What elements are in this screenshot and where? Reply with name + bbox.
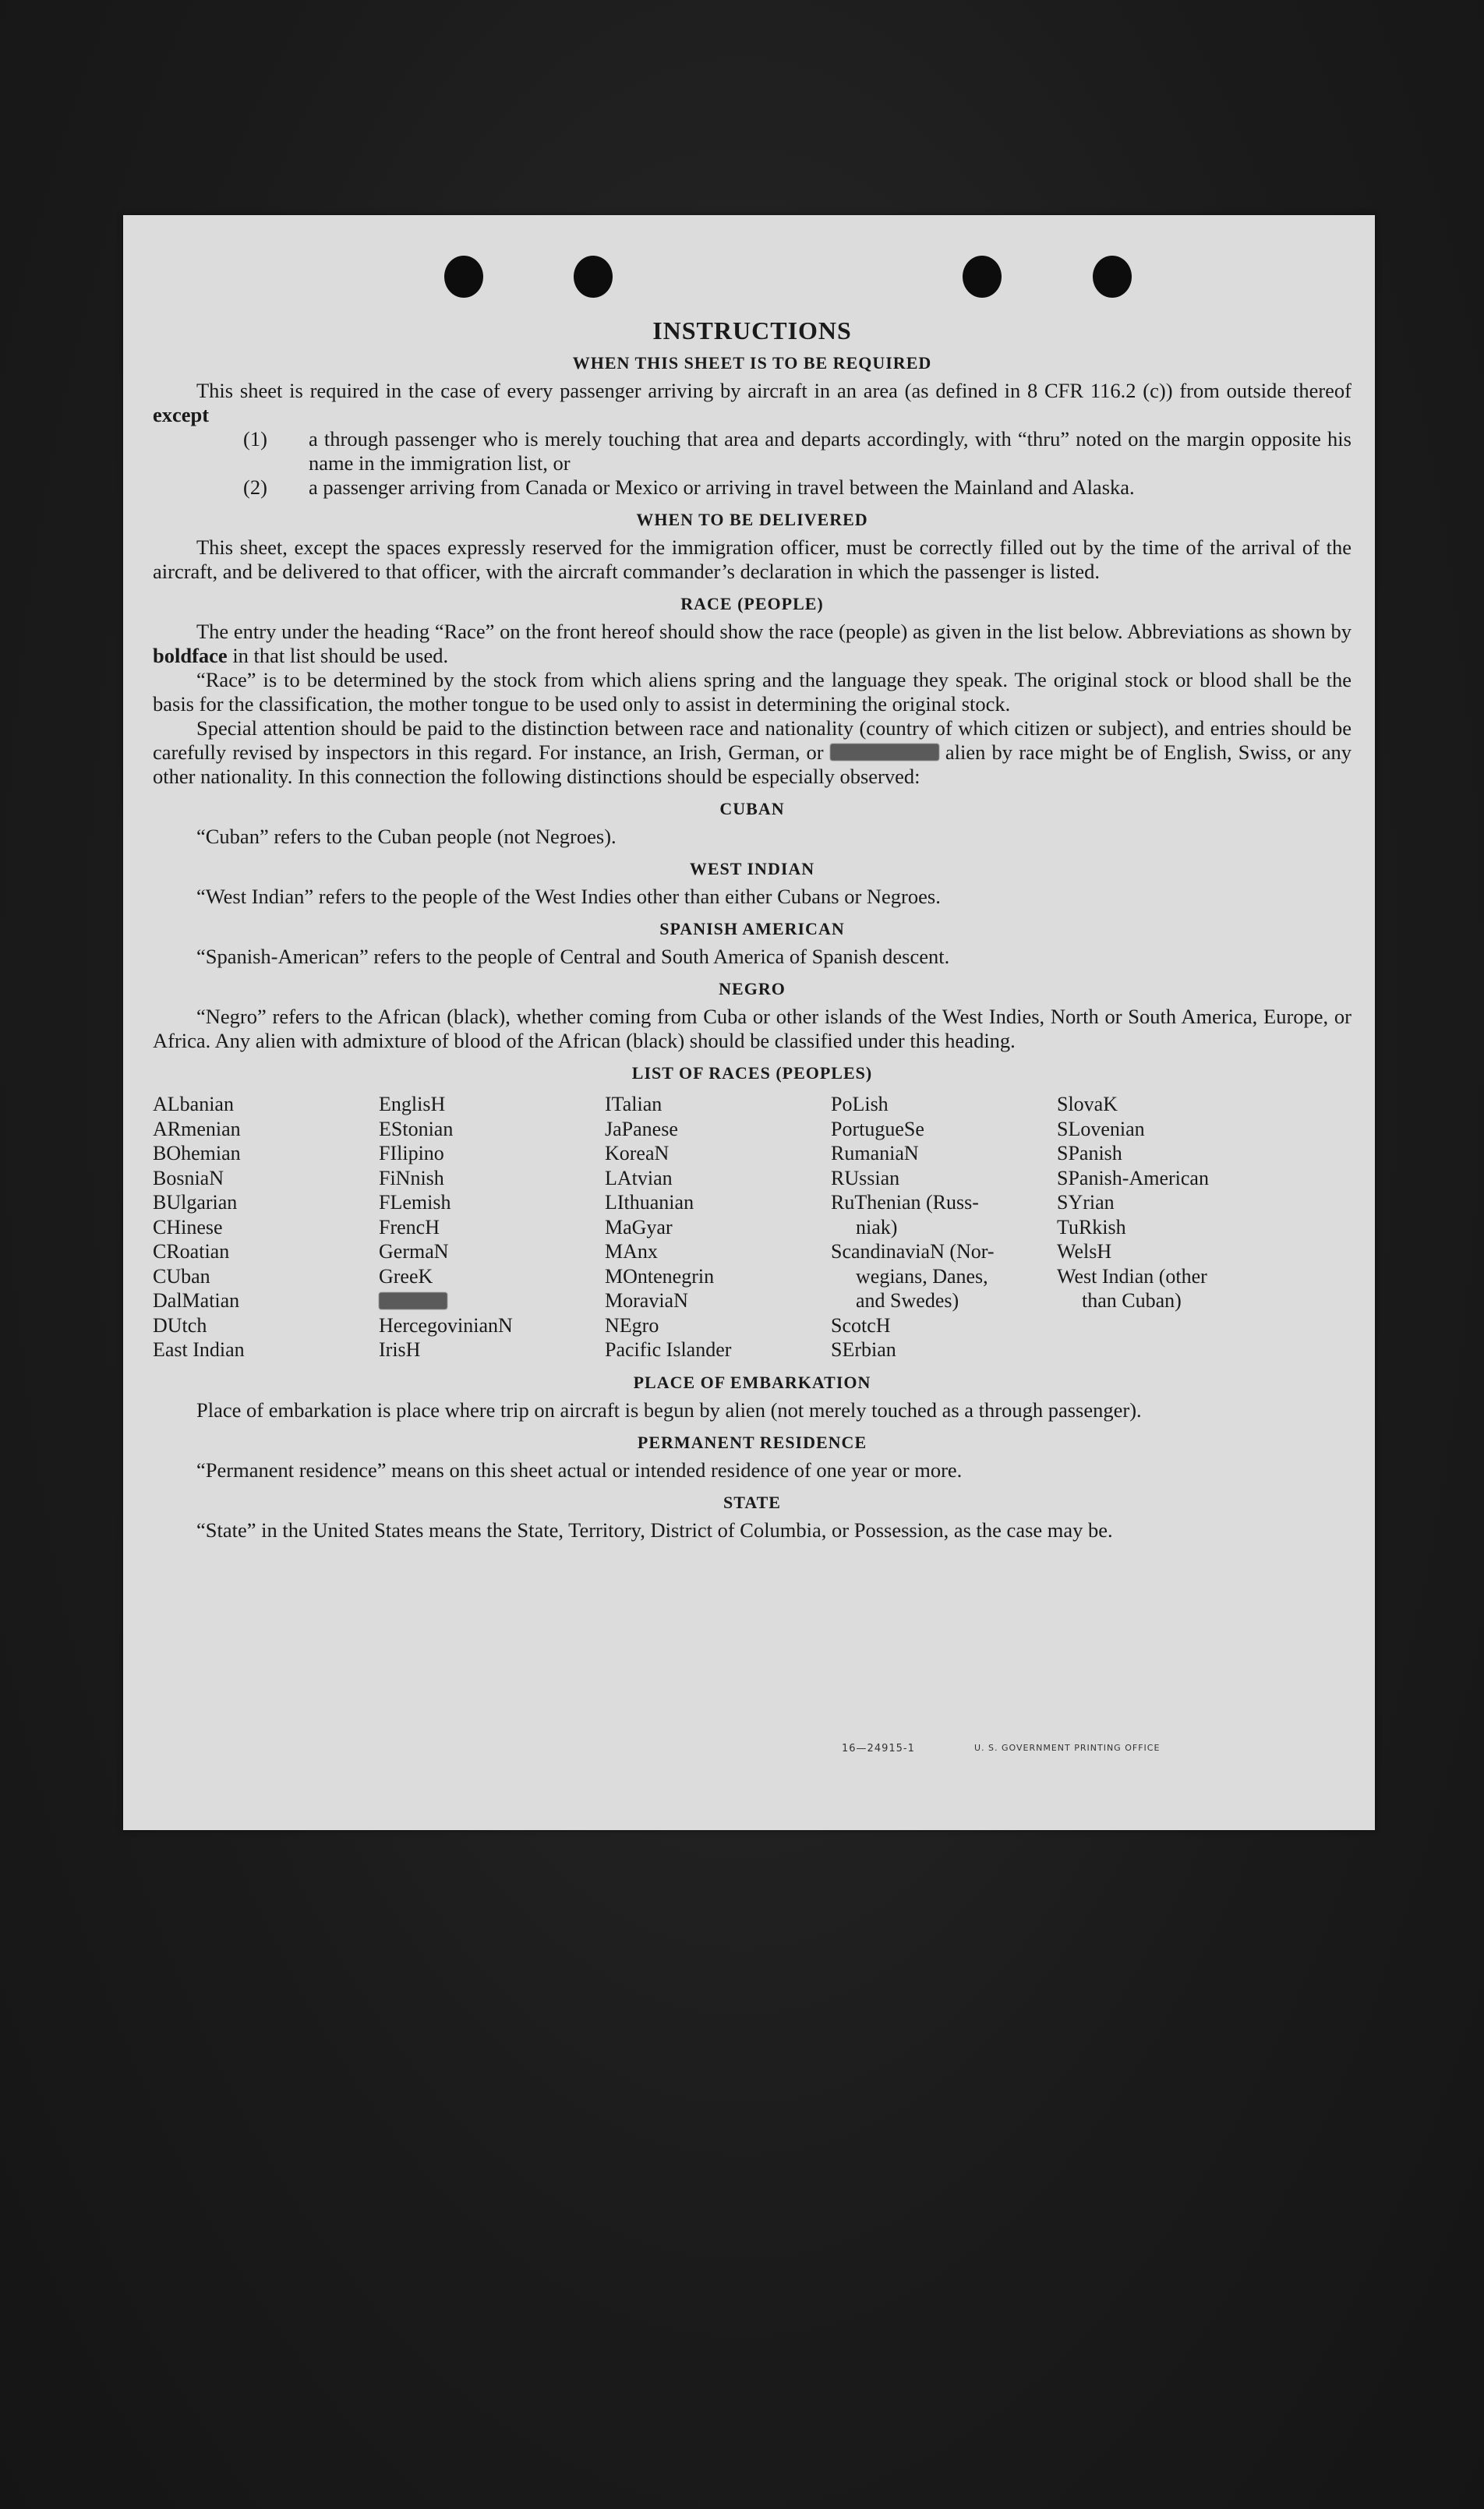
heading-when-delivered: WHEN TO BE DELIVERED: [636, 510, 868, 529]
heading-spanish-american: SPANISH AMERICAN: [659, 919, 845, 938]
race-entry: IrisH: [379, 1338, 421, 1361]
race-entry: LIthuanian: [605, 1191, 694, 1214]
race-entry: PortugueSe: [831, 1117, 924, 1140]
race-entry: West Indian (other: [1057, 1264, 1207, 1288]
race-entry: Pacific Islander: [605, 1338, 732, 1361]
race-entry-redacted: HebreW: [379, 1289, 448, 1312]
heading-list-of-races: LIST OF RACES (PEOPLES): [631, 1063, 873, 1083]
race-entry: CRoatian: [153, 1240, 230, 1263]
race-entry: CHinese: [153, 1215, 223, 1239]
race-entry: FLemish: [379, 1191, 451, 1214]
race-entry: MaGyar: [605, 1215, 673, 1239]
race-entry: RumaniaN: [831, 1142, 919, 1164]
race-entry: SlovaK: [1057, 1093, 1118, 1115]
race-paragraph-3: Special attention should be paid to the distinction between race and nationality (country of which citizen or subject), and entries should be carefully revised by inspectors in this regard. For instance, an Irish, German, or Hebrew alien by race might be of English, Swiss, or any other nationality. In this connection the following distinctions should be especially observed:: [153, 716, 1352, 788]
race-entry: MoraviaN: [605, 1289, 688, 1312]
race-entry: GreeK: [379, 1264, 433, 1288]
instructions-content: [153, 316, 1352, 1543]
punch-hole: [963, 256, 1002, 298]
race-entry: East Indian: [153, 1338, 245, 1361]
race-entry: WelsH: [1057, 1240, 1112, 1263]
spanish-american-text: “Spanish-American” refers to the people of Central and South America of Spanish descent.: [196, 945, 950, 968]
race-entry: FrencH: [379, 1215, 440, 1239]
heading-west-indian: WEST INDIAN: [689, 859, 815, 878]
race-entry: TuRkish: [1057, 1215, 1126, 1239]
races-column-2: [379, 1092, 605, 1362]
form-code: 16—24915-1: [842, 1743, 915, 1755]
residence-text: “Permanent residence” means on this sheet actual or intended residence of one year or more.: [196, 1458, 963, 1482]
race-entry-continued: and Swedes): [856, 1289, 959, 1312]
race-paragraph-2: “Race” is to be determined by the stock from which aliens spring and the language they speak. The original stock or blood shall be the basis for the classification, the mother tongue to be used only to assist in determining the original stock.: [153, 668, 1352, 716]
heading-when-required: WHEN THIS SHEET IS TO BE REQUIRED: [572, 353, 932, 373]
races-column-4: [831, 1092, 1057, 1362]
race-entry: SYrian: [1057, 1191, 1115, 1214]
races-list: [153, 1092, 1352, 1362]
race-entry: ITalian: [605, 1093, 662, 1115]
race-entry: BosniaN: [153, 1166, 224, 1189]
race-entry: JaPanese: [605, 1117, 678, 1140]
race-entry: LAtvian: [605, 1166, 673, 1189]
exception-item-1: (1) a through passenger who is merely touching that area and departs accordingly, with “thru” noted on the margin opposite his name in the immigration list, or: [243, 427, 1352, 475]
race-entry: BOhemian: [153, 1142, 241, 1164]
race-entry: HercegovinianN: [379, 1313, 513, 1337]
race-entry: KoreaN: [605, 1142, 670, 1164]
redacted-word: Hebrew: [830, 744, 939, 761]
race-entry: ALbanian: [153, 1093, 234, 1115]
instruction-sheet: [123, 215, 1375, 1830]
heading-negro: NEGRO: [719, 979, 786, 998]
race-entry: DalMatian: [153, 1289, 240, 1312]
race-entry: EStonian: [379, 1117, 454, 1140]
race-entry: SPanish: [1057, 1142, 1122, 1164]
punch-hole: [574, 256, 613, 298]
race-entry: MOntenegrin: [605, 1264, 715, 1288]
cuban-text: “Cuban” refers to the Cuban people (not Negroes).: [196, 825, 617, 848]
races-column-3: [605, 1092, 831, 1362]
race-entry: SLovenian: [1057, 1117, 1145, 1140]
punch-hole: [1093, 256, 1132, 298]
race-entry: GermaN: [379, 1240, 449, 1263]
race-entry: DUtch: [153, 1313, 207, 1337]
race-entry: BUlgarian: [153, 1191, 238, 1214]
heading-race: RACE (PEOPLE): [680, 594, 824, 613]
race-entry: ScotcH: [831, 1313, 891, 1337]
heading-state: STATE: [723, 1492, 781, 1512]
west-indian-text: “West Indian” refers to the people of the West Indies other than either Cubans or Negroes.: [196, 885, 941, 908]
heading-embarkation: PLACE OF EMBARKATION: [633, 1372, 871, 1392]
race-entry: ARmenian: [153, 1117, 241, 1140]
race-entry: PoLish: [831, 1093, 889, 1115]
race-entry: RUssian: [831, 1166, 900, 1189]
race-entry: EnglisH: [379, 1093, 446, 1115]
race-paragraph-1: The entry under the heading “Race” on the front hereof should show the race (people) as given in the list below. Abbreviations as shown by boldface in that list should be used.: [153, 620, 1352, 667]
race-entry-continued: niak): [856, 1215, 898, 1239]
races-column-1: [153, 1092, 379, 1362]
race-entry: ScandinaviaN (Nor-: [831, 1240, 995, 1263]
race-entry: MAnx: [605, 1240, 658, 1263]
printer-imprint: U. S. GOVERNMENT PRINTING OFFICE: [974, 1743, 1161, 1753]
punch-hole: [444, 256, 483, 298]
negro-text: “Negro” refers to the African (black), whether coming from Cuba or other islands of the West Indies, North or South America, Europe, or Africa. Any alien with admixture of blood of the African (black) should be classified under this heading.: [153, 1005, 1352, 1052]
embarkation-text: Place of embarkation is place where trip on aircraft is begun by alien (not merely touched as a through passenger).: [196, 1398, 1142, 1422]
race-entry: SPanish-American: [1057, 1166, 1209, 1189]
when-delivered-text: This sheet, except the spaces expressly reserved for the immigration officer, must be correctly filled out by the time of the arrival of the aircraft, and be delivered to that officer, with the aircraft commander’s declaration in which the passenger is listed.: [153, 535, 1352, 583]
race-entry: FiNnish: [379, 1166, 444, 1189]
race-entry: CUban: [153, 1264, 210, 1288]
page-title: INSTRUCTIONS: [652, 316, 852, 345]
heading-permanent-residence: PERMANENT RESIDENCE: [637, 1432, 867, 1452]
when-required-intro: This sheet is required in the case of every passenger arriving by aircraft in an area (as defined in 8 CFR 116.2 (c)) from outside thereof except: [153, 379, 1352, 426]
race-entry: NEgro: [605, 1313, 659, 1337]
state-text: “State” in the United States means the State, Territory, District of Columbia, or Possession, as the case may be.: [196, 1518, 1113, 1542]
heading-cuban: CUBAN: [719, 799, 785, 818]
exception-item-2: (2) a passenger arriving from Canada or Mexico or arriving in travel between the Mainland and Alaska.: [243, 475, 1135, 499]
race-entry-continued: wegians, Danes,: [856, 1264, 988, 1288]
race-entry: SErbian: [831, 1338, 896, 1361]
race-entry: FIlipino: [379, 1142, 444, 1164]
race-entry-continued: than Cuban): [1082, 1289, 1182, 1312]
races-column-5: [1057, 1092, 1283, 1362]
race-entry: RuThenian (Russ-: [831, 1191, 979, 1214]
